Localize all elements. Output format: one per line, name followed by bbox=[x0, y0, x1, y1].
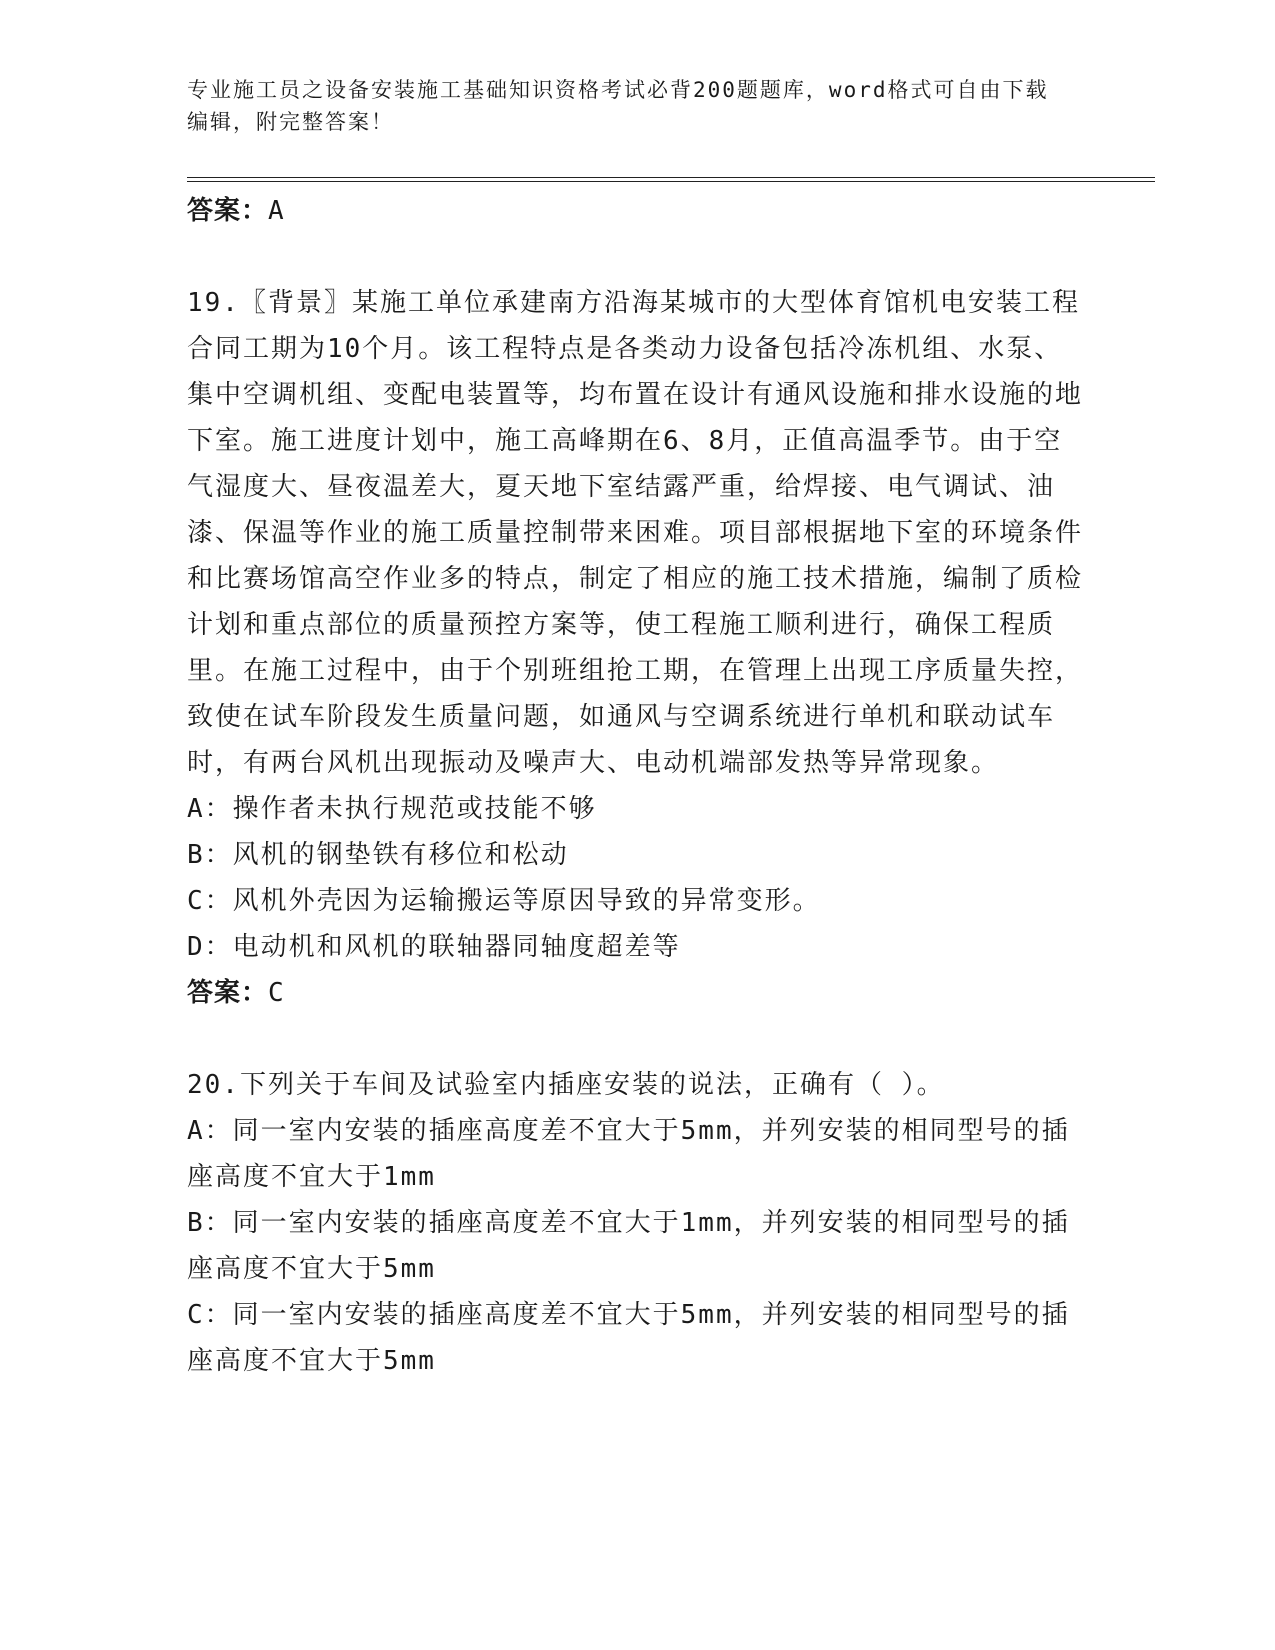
option-a: A：操作者未执行规范或技能不够 bbox=[187, 794, 597, 824]
question-19-answer bbox=[187, 970, 1087, 1016]
question-stem: 下列关于车间及试验室内插座安装的说法，正确有（ ）。 bbox=[239, 1070, 945, 1100]
document-header bbox=[187, 74, 1067, 138]
answer-value: C bbox=[268, 978, 285, 1008]
header-divider bbox=[187, 177, 1155, 182]
option-a: A：同一室内安装的插座高度差不宜大于5mm，并列安装的相同型号的插座高度不宜大于1mm bbox=[187, 1116, 1070, 1192]
answer-label: 答案： bbox=[187, 196, 269, 226]
option-d: D：电动机和风机的联轴器同轴度超差等 bbox=[187, 932, 681, 962]
question-number: 19. bbox=[187, 288, 240, 318]
spacer bbox=[187, 234, 1087, 280]
spacer bbox=[187, 1016, 1087, 1062]
question-stem: 〖背景〗某施工单位承建南方沿海某城市的大型体育馆机电安装工程合同工期为10个月。该工程特点是各类动力设备包括冷冻机组、水泵、集中空调机组、变配电装置等，均布置在设计有通风设施和排水设施的地下室。施工进度计划中，施工高峰期在6、8月，正值高温季节。由于空气湿度大、昼夜温差大，夏天地下室结露严重，给焊接、电气调试、油漆、保温等作业的施工质量控制带来困难。项目部根据地下室的环境条件和比赛场馆高空作业多的特点，制定了相应的施工技术措施，编制了质检计划和重点部位的质量预控方案等，使工程施工顺利进行，确保工程质里。在施工过程中，由于个别班组抢工期，在管理上出现工序质量失控，致使在试车阶段发生质量问题，如通风与空调系统进行单机和联动试车时，有两台风机出现振动及噪声大、电动机端部发热等异常现象。 bbox=[187, 288, 1084, 778]
document-title: 专业施工员之设备安装施工基础知识资格考试必背200题题库，word格式可自由下载编辑，附完整答案！ bbox=[187, 78, 1049, 134]
document-body bbox=[187, 188, 1087, 1384]
question-text bbox=[187, 1062, 1087, 1108]
question-19 bbox=[187, 280, 1087, 1016]
option-c: C：同一室内安装的插座高度差不宜大于5mm，并列安装的相同型号的插座高度不宜大于5mm bbox=[187, 1300, 1070, 1376]
question-text bbox=[187, 280, 1087, 786]
question-number: 20. bbox=[187, 1070, 240, 1100]
option-c: C：风机外壳因为运输搬运等原因导致的异常变形。 bbox=[187, 886, 821, 916]
question-20 bbox=[187, 1062, 1087, 1384]
answer-label: 答案： bbox=[187, 978, 269, 1008]
previous-answer bbox=[187, 188, 1087, 234]
option-b: B：风机的钢垫铁有移位和松动 bbox=[187, 840, 569, 870]
answer-value: A bbox=[268, 196, 285, 226]
option-b: B：同一室内安装的插座高度差不宜大于1mm，并列安装的相同型号的插座高度不宜大于5mm bbox=[187, 1208, 1070, 1284]
